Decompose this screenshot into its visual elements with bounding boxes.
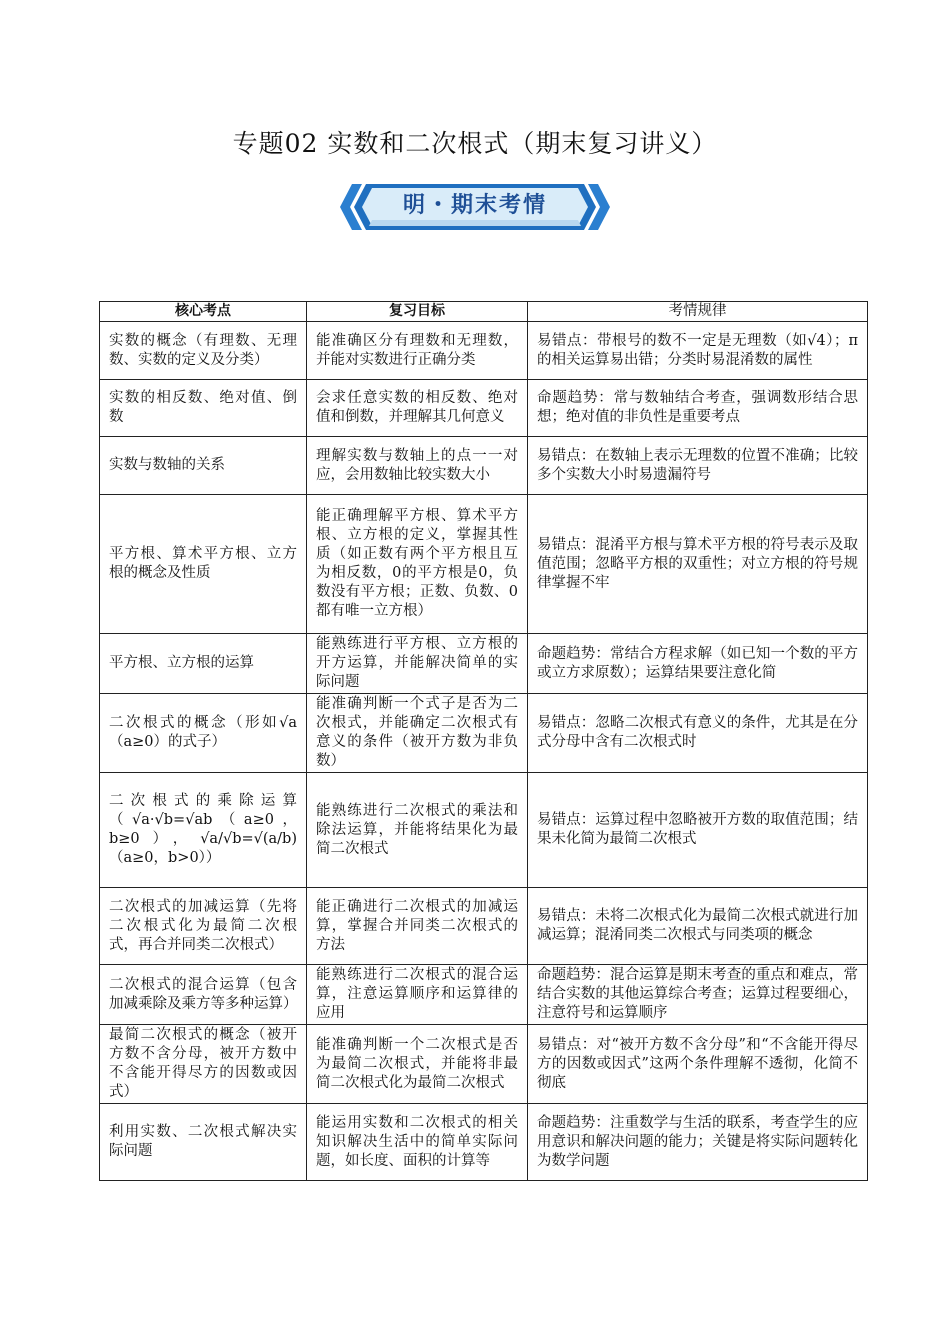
review-goal-cell: 能熟练进行二次根式的乘法和除法运算，并能将结果化为最简二次根式 bbox=[307, 773, 528, 888]
core-point-cell: 二次根式的加减运算（先将二次根式化为最简二次根式，再合并同类二次根式） bbox=[100, 888, 307, 965]
core-point-cell: 利用实数、二次根式解决实际问题 bbox=[100, 1104, 307, 1181]
table-row bbox=[100, 773, 868, 888]
exam-pattern-cell: 易错点：带根号的数不一定是无理数（如√4）；π的相关运算易出错；分类时易混淆数的属性 bbox=[528, 322, 868, 380]
core-point-cell: 二次根式的混合运算（包含加减乘除及乘方等多种运算） bbox=[100, 965, 307, 1025]
review-goal-cell: 会求任意实数的相反数、绝对值和倒数，并理解其几何意义 bbox=[307, 380, 528, 437]
page-title: 专题02 实数和二次根式（期末复习讲义） bbox=[232, 129, 718, 158]
review-goal-cell: 理解实数与数轴上的点一一对应，会用数轴比较实数大小 bbox=[307, 437, 528, 495]
review-goal-cell: 能正确进行二次根式的加减运算，掌握合并同类二次根式的方法 bbox=[307, 888, 528, 965]
exam-analysis-table bbox=[99, 301, 868, 1181]
header-exam-pattern: 考情规律 bbox=[528, 302, 868, 322]
exam-pattern-cell: 易错点：忽略二次根式有意义的条件，尤其是在分式分母中含有二次根式时 bbox=[528, 694, 868, 773]
review-goal-cell: 能熟练进行平方根、立方根的开方运算，并能解决简单的实际问题 bbox=[307, 634, 528, 694]
review-goal-cell: 能准确判断一个式子是否为二次根式，并能确定二次根式有意义的条件（被开方数为非负数） bbox=[307, 694, 528, 773]
core-point-cell: 实数的相反数、绝对值、倒数 bbox=[100, 380, 307, 437]
table-row bbox=[100, 694, 868, 773]
table-row bbox=[100, 1025, 868, 1104]
exam-pattern-cell: 易错点：未将二次根式化为最简二次根式就进行加减运算；混淆同类二次根式与同类项的概念 bbox=[528, 888, 868, 965]
exam-pattern-cell: 命题趋势：混合运算是期末考查的重点和难点，常结合实数的其他运算综合考查；运算过程要细心，注意符号和运算顺序 bbox=[528, 965, 868, 1025]
review-goal-cell: 能正确理解平方根、算术平方根、立方根的定义，掌握其性质（如正数有两个平方根且互为相反数，0的平方根是0，负数没有平方根；正数、负数、0都有唯一立方根） bbox=[307, 495, 528, 634]
section-banner bbox=[340, 182, 610, 234]
core-point-cell: 实数与数轴的关系 bbox=[100, 437, 307, 495]
review-goal-cell: 能准确判断一个二次根式是否为最简二次根式，并能将非最简二次根式化为最简二次根式 bbox=[307, 1025, 528, 1104]
review-goal-cell: 能熟练进行二次根式的混合运算，注意运算顺序和运算律的应用 bbox=[307, 965, 528, 1025]
exam-pattern-cell: 易错点：运算过程中忽略被开方数的取值范围；结果未化简为最简二次根式 bbox=[528, 773, 868, 888]
table-row bbox=[100, 495, 868, 634]
exam-pattern-cell: 命题趋势：常结合方程求解（如已知一个数的平方或立方求原数）；运算结果要注意化简 bbox=[528, 634, 868, 694]
exam-pattern-cell: 命题趋势：注重数学与生活的联系，考查学生的应用意识和解决问题的能力；关键是将实际问题转化为数学问题 bbox=[528, 1104, 868, 1181]
core-point-cell: 最简二次根式的概念（被开方数不含分母，被开方数中不含能开得尽方的因数或因式） bbox=[100, 1025, 307, 1104]
core-point-cell: 平方根、算术平方根、立方根的概念及性质 bbox=[100, 495, 307, 634]
review-goal-cell: 能运用实数和二次根式的相关知识解决生活中的简单实际问题，如长度、面积的计算等 bbox=[307, 1104, 528, 1181]
core-point-cell: 平方根、立方根的运算 bbox=[100, 634, 307, 694]
table-row bbox=[100, 437, 868, 495]
table-row bbox=[100, 1104, 868, 1181]
header-review-goal: 复习目标 bbox=[307, 302, 528, 322]
banner-text: 明・期末考情 bbox=[402, 193, 547, 218]
table-header-row bbox=[100, 302, 868, 322]
table-row bbox=[100, 322, 868, 380]
table-row bbox=[100, 888, 868, 965]
table-row bbox=[100, 634, 868, 694]
exam-pattern-cell: 易错点：对“被开方数不含分母”和“不含能开得尽方的因数或因式”这两个条件理解不透彻，化简不彻底 bbox=[528, 1025, 868, 1104]
table-row bbox=[100, 380, 868, 437]
table-row bbox=[100, 965, 868, 1025]
header-core-point: 核心考点 bbox=[100, 302, 307, 322]
core-point-cell: 二次根式的概念（形如√a（a≥0）的式子） bbox=[100, 694, 307, 773]
core-point-cell: 实数的概念（有理数、无理数、实数的定义及分类） bbox=[100, 322, 307, 380]
core-point-cell: 二次根式的乘除运算（√a·√b=√ab（a≥0，b≥0），√a/√b=√(a/b)（a≥0，b>0）） bbox=[100, 773, 307, 888]
exam-pattern-cell: 易错点：混淆平方根与算术平方根的符号表示及取值范围；忽略平方根的双重性；对立方根的符号规律掌握不牢 bbox=[528, 495, 868, 634]
review-goal-cell: 能准确区分有理数和无理数，并能对实数进行正确分类 bbox=[307, 322, 528, 380]
exam-pattern-cell: 易错点：在数轴上表示无理数的位置不准确；比较多个实数大小时易遗漏符号 bbox=[528, 437, 868, 495]
exam-pattern-cell: 命题趋势：常与数轴结合考查，强调数形结合思想；绝对值的非负性是重要考点 bbox=[528, 380, 868, 437]
